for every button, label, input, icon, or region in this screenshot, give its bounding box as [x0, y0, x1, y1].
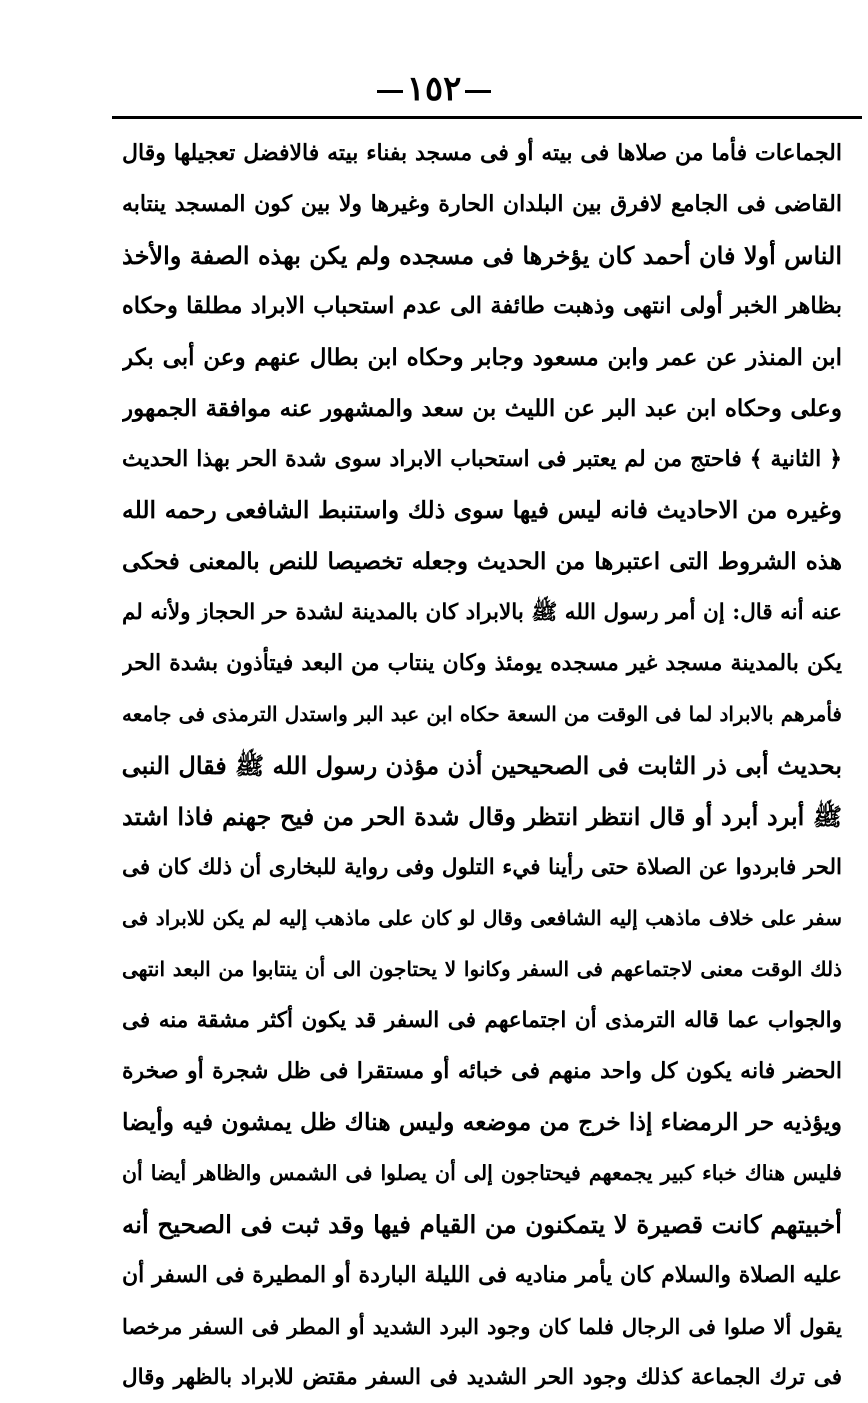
text-line: الناس أولا فان أحمد كان يؤخرها فى مسجده ولم يكن بهذه الصفة والأخذ: [122, 241, 842, 270]
page-number-text: ١٥٢: [406, 69, 462, 109]
text-line: أخبيتهم كانت قصيرة لا يتمكنون من القيام فيها وقد ثبت فى الصحيح أنه: [122, 1210, 842, 1239]
text-line: هذه الشروط التى اعتبرها من الحديث وجعله تخصيصا للنص بالمعنى فحكى: [122, 548, 842, 575]
text-line: عليه الصلاة والسلام كان يأمر مناديه فى الليلة الباردة أو المطيرة فى السفر أن: [122, 1262, 842, 1288]
text-line: الحر فابردوا عن الصلاة حتى رأينا فيء التلول وفى رواية للبخارى أن ذلك كان فى: [122, 855, 842, 880]
text-line: ابن المنذر عن عمر وابن مسعود وجابر وحكاه ابن بطال عنهم وعن أبى بكر: [122, 344, 842, 371]
body-text: [122, 128, 842, 1403]
page-number: [0, 66, 868, 112]
text-line: ﷺ أبرد أبرد أو قال انتظر انتظر وقال شدة الحر من فيح جهنم فاذا اشتد: [122, 802, 842, 831]
text-line: فأمرهم بالابراد لما فى الوقت من السعة حكاه ابن عبد البر واستدل الترمذى فى جامعه: [122, 702, 842, 726]
text-line: فليس هناك خباء كبير يجمعهم فيحتاجون إلى أن يصلوا فى الشمس والظاهر أيضا أن: [122, 1161, 842, 1185]
text-line: وعلى وحكاه ابن عبد البر عن الليث بن سعد والمشهور عنه موافقة الجمهور: [122, 395, 842, 422]
text-line: سفر على خلاف ماذهب إليه الشافعى وقال لو كان على ماذهب إليه لم يكن للابراد فى: [122, 906, 842, 930]
text-line: الحضر فانه يكون كل واحد منهم فى خبائه أو مستقرا فى ظل شجرة أو صخرة: [122, 1058, 842, 1084]
text-line: الجماعات فأما من صلاها فى بيته أو فى مسجد بفناء بيته فالافضل تعجيلها وقال: [122, 140, 842, 166]
text-line: ويؤذيه حر الرمضاء إذا خرج من موضعه وليس هناك ظل يمشون فيه وأيضا: [122, 1108, 842, 1136]
header-rule: [112, 116, 862, 119]
text-line: يكن بالمدينة مسجد غير مسجده يومئذ وكان ينتاب من البعد فيتأذون بشدة الحر: [122, 650, 842, 676]
text-line: فى ترك الجماعة كذلك وجود الحر الشديد فى السفر مقتض للابراد بالظهر وقال: [122, 1365, 842, 1390]
text-line: يقول ألا صلوا فى الرجال فلما كان وجود البرد الشديد أو المطر فى السفر مرخصا: [122, 1314, 842, 1339]
dash-icon: [377, 90, 403, 93]
text-line: القاضى فى الجامع لافرق بين البلدان الحارة وغيرها ولا بين كون المسجد ينتابه: [122, 191, 842, 217]
text-line: والجواب عما قاله الترمذى أن اجتماعهم فى السفر قد يكون أكثر مشقة منه فى: [122, 1008, 842, 1033]
page-header: [0, 66, 868, 112]
text-line: ذلك الوقت معنى لاجتماعهم فى السفر وكانوا لا يحتاجون الى أن ينتابوا من البعد انتهى: [122, 957, 842, 981]
text-line: بحديث أبى ذر الثابت فى الصحيحين أذن مؤذن رسول الله ﷺ فقال النبى: [122, 751, 842, 780]
text-line: عنه أنه قال: إن أمر رسول الله ﷺ بالابراد كان بالمدينة لشدة حر الحجاز ولأنه لم: [122, 600, 842, 625]
text-line: ﴿ الثانية ﴾ فاحتج من لم يعتبر فى استحباب الابراد سوى شدة الحر بهذا الحديث: [122, 446, 842, 472]
text-line: بظاهر الخبر أولى انتهى وذهبت طائفة الى عدم استحباب الابراد مطلقا وحكاه: [122, 293, 842, 319]
dash-icon: [465, 90, 491, 93]
text-line: وغيره من الاحاديث فانه ليس فيها سوى ذلك واستنبط الشافعى رحمه الله: [122, 496, 842, 524]
